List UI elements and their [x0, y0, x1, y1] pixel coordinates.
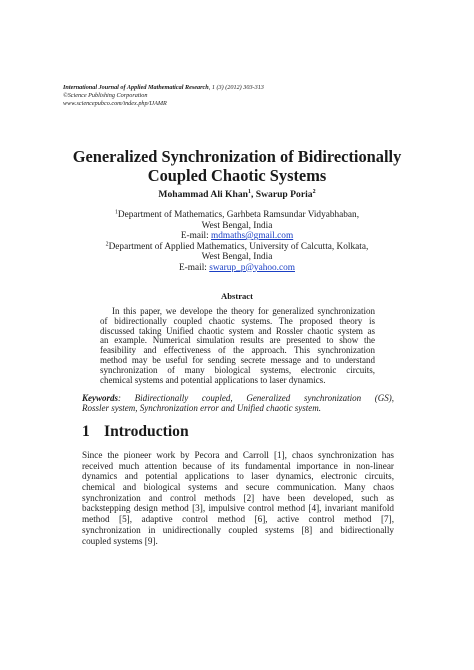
- keywords: [82, 393, 394, 413]
- affiliation-2-mark: 2: [105, 241, 109, 247]
- abstract-line: synchronization of many biological systems, electronic circuits,: [100, 364, 375, 375]
- journal-url: www.sciencepubco.com/index.php/IJAMR: [63, 100, 167, 107]
- intro-line: synchronization in unidirectionally coupled systems [8] and bidirectionally: [82, 524, 394, 535]
- email-label: E-mail:: [180, 231, 212, 241]
- author-2: Swarup Poria: [255, 189, 313, 200]
- affiliation-1-email-row: [90, 231, 384, 242]
- affiliation-1-mark: 1: [114, 209, 118, 216]
- abstract-line: feasibility and effectiveness of the approach. This synchronization: [100, 345, 375, 356]
- intro-line: received much attention because of its fundamental importance in non-linear: [82, 460, 394, 471]
- affiliation-2-dept: Department of Applied Mathematics, University of Calcutta, Kolkata,: [108, 241, 369, 252]
- author-list: [40, 189, 434, 201]
- journal-name: International Journal of Applied Mathematical Research: [63, 84, 209, 91]
- affiliation-2-line-1: [90, 242, 384, 253]
- section-heading: [82, 423, 189, 441]
- affiliation-2-email-row: [90, 263, 384, 274]
- title-line-1: Generalized Synchronization of Bidirectionally: [72, 147, 402, 166]
- intro-line: backstepping design method [3], impulsive control method [4], invariant manifold: [82, 503, 394, 514]
- intro-line: coupled systems [9].: [82, 535, 158, 546]
- paper-title: [40, 147, 434, 185]
- keywords-text-1: Bidirectionally coupled, Generalized synchronization (GS),: [121, 393, 394, 403]
- affiliation-2-location: West Bengal, India: [201, 252, 273, 262]
- abstract-heading: Abstract: [221, 291, 253, 301]
- keywords-line-1: [82, 393, 394, 403]
- keywords-line-2: Rossler system, Synchronization error and Unified chaotic system.: [82, 403, 322, 413]
- abstract-line: discussed taking Unified chaotic system and Rossler chaotic system as: [100, 325, 375, 336]
- intro-line: method [5], adaptive control method [6], active control method [7],: [82, 514, 394, 525]
- keywords-label: Keywords: [82, 393, 118, 403]
- intro-line: synchronization and control methods [2] have been developed, such as: [82, 492, 394, 503]
- email-link-2[interactable]: swarup_p@yahoo.com: [209, 262, 295, 273]
- affiliations: [90, 210, 384, 273]
- journal-citation: [63, 84, 403, 92]
- affiliation-1-dept: Department of Mathematics, Garhbeta Ramsundar Vidyabhaban,: [117, 210, 360, 220]
- intro-line: dynamics and potential applications to laser dynamics, electronic circuits,: [82, 471, 394, 482]
- abstract-line: method may be useful for sending secrete message and to understand: [100, 354, 375, 365]
- author-2-affil-mark: 2: [312, 189, 316, 195]
- email-label: E-mail:: [179, 262, 210, 273]
- keywords-colon: :: [118, 393, 121, 403]
- abstract-line: chemical systems and potential applications to laser dynamics.: [100, 374, 326, 385]
- author-1: Mohammad Ali Khan: [158, 189, 248, 200]
- intro-line: chemical and biological systems and secure communication. Many chaos: [82, 482, 394, 493]
- abstract-line: In this paper, we develope the theory for generalized synchronization: [112, 306, 375, 316]
- section-title: Introduction: [104, 423, 189, 440]
- affiliation-1-line-1: [90, 210, 384, 221]
- author-1-affil-mark: 1: [247, 189, 251, 195]
- journal-volume: , 1 (3) (2012) 303-313: [208, 84, 264, 91]
- abstract-line: an example. Numerical simulation results are presented to show the: [100, 335, 375, 346]
- journal-publisher: ©Science Publishing Corporation: [63, 92, 148, 99]
- title-line-2: Coupled Chaotic Systems: [147, 166, 327, 185]
- journal-header: [63, 84, 403, 108]
- email-link-1[interactable]: mdmaths@gmail.com: [211, 231, 294, 241]
- affiliation-1-location: West Bengal, India: [201, 220, 273, 231]
- intro-line: Since the pioneer work by Pecora and Carroll [1], chaos synchronization has: [82, 450, 394, 460]
- author-separator: ,: [250, 189, 256, 200]
- abstract-line: of bidirectionally coupled chaotic systems. The proposed theory is: [100, 315, 375, 326]
- introduction-body: [82, 450, 394, 546]
- abstract-body: [100, 307, 375, 385]
- section-number: 1: [82, 423, 90, 440]
